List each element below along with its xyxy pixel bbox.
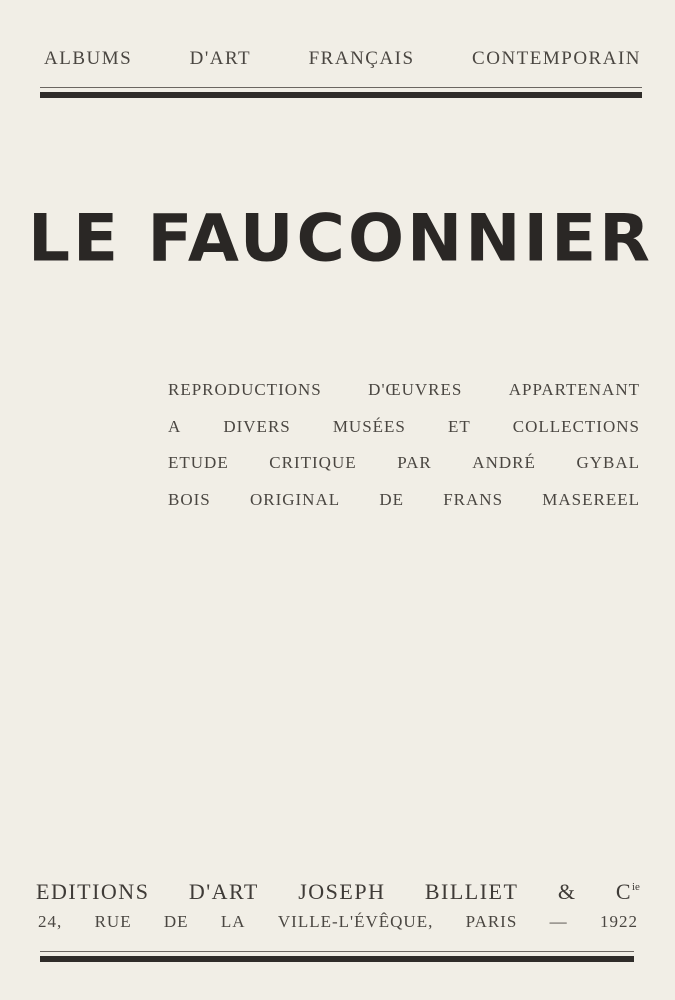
top-rule-thick (40, 92, 642, 98)
main-title (28, 201, 653, 276)
description-word: ET (447, 416, 471, 436)
description-word: REPRODUCTIONS (168, 380, 322, 399)
description-word: ANDRÉ (472, 453, 536, 472)
address-word: — (549, 912, 568, 931)
publisher-company (616, 879, 640, 905)
title-word: FAUCONNIER (147, 200, 653, 277)
address-word: PARIS (465, 912, 518, 931)
publisher-company-letter: C (615, 879, 632, 904)
description-line (168, 417, 640, 454)
publisher-line (36, 879, 640, 905)
series-word: D'ART (189, 48, 252, 69)
address-word: VILLE-L'ÉVÊQUE, (277, 912, 434, 931)
series-word: CONTEMPORAIN (472, 48, 641, 69)
series-word: ALBUMS (44, 48, 133, 69)
series-title (44, 48, 641, 70)
description-word: A (168, 416, 182, 436)
top-rule-thin (40, 87, 642, 88)
address-word: 1922 (599, 912, 638, 931)
address-word: DE (163, 912, 189, 931)
address-word: LA (220, 912, 246, 931)
description-word: FRANS (443, 489, 504, 509)
address-word: 24, (38, 912, 63, 931)
description-block (168, 380, 640, 526)
bottom-rule-thick (40, 956, 634, 962)
description-word: DIVERS (223, 416, 291, 436)
description-word: D'ŒUVRES (368, 380, 463, 399)
description-word: MASEREEL (542, 489, 640, 509)
description-word: PAR (397, 453, 432, 472)
description-word: CRITIQUE (269, 453, 357, 472)
description-word: ORIGINAL (249, 489, 341, 509)
publisher-company-suffix: ie (632, 881, 640, 893)
bottom-rule-thin (40, 951, 634, 952)
description-line (168, 380, 640, 417)
description-line (168, 490, 640, 527)
series-word: FRANÇAIS (308, 48, 415, 69)
description-word: MUSÉES (332, 416, 406, 436)
description-word: COLLECTIONS (512, 416, 640, 436)
description-word: ETUDE (168, 453, 229, 472)
description-word: APPARTENANT (508, 380, 640, 399)
address-line (38, 912, 638, 932)
description-word: BOIS (168, 489, 211, 509)
publisher-word: JOSEPH (298, 879, 386, 904)
description-word: GYBAL (576, 453, 640, 472)
description-line (168, 453, 640, 490)
publisher-word: & (557, 879, 577, 904)
publisher-word: BILLIET (424, 879, 519, 904)
title-word: LE (28, 200, 122, 277)
description-word: DE (379, 489, 404, 509)
publisher-word: EDITIONS (36, 879, 150, 904)
address-word: RUE (94, 912, 132, 931)
publisher-word: D'ART (188, 879, 259, 904)
